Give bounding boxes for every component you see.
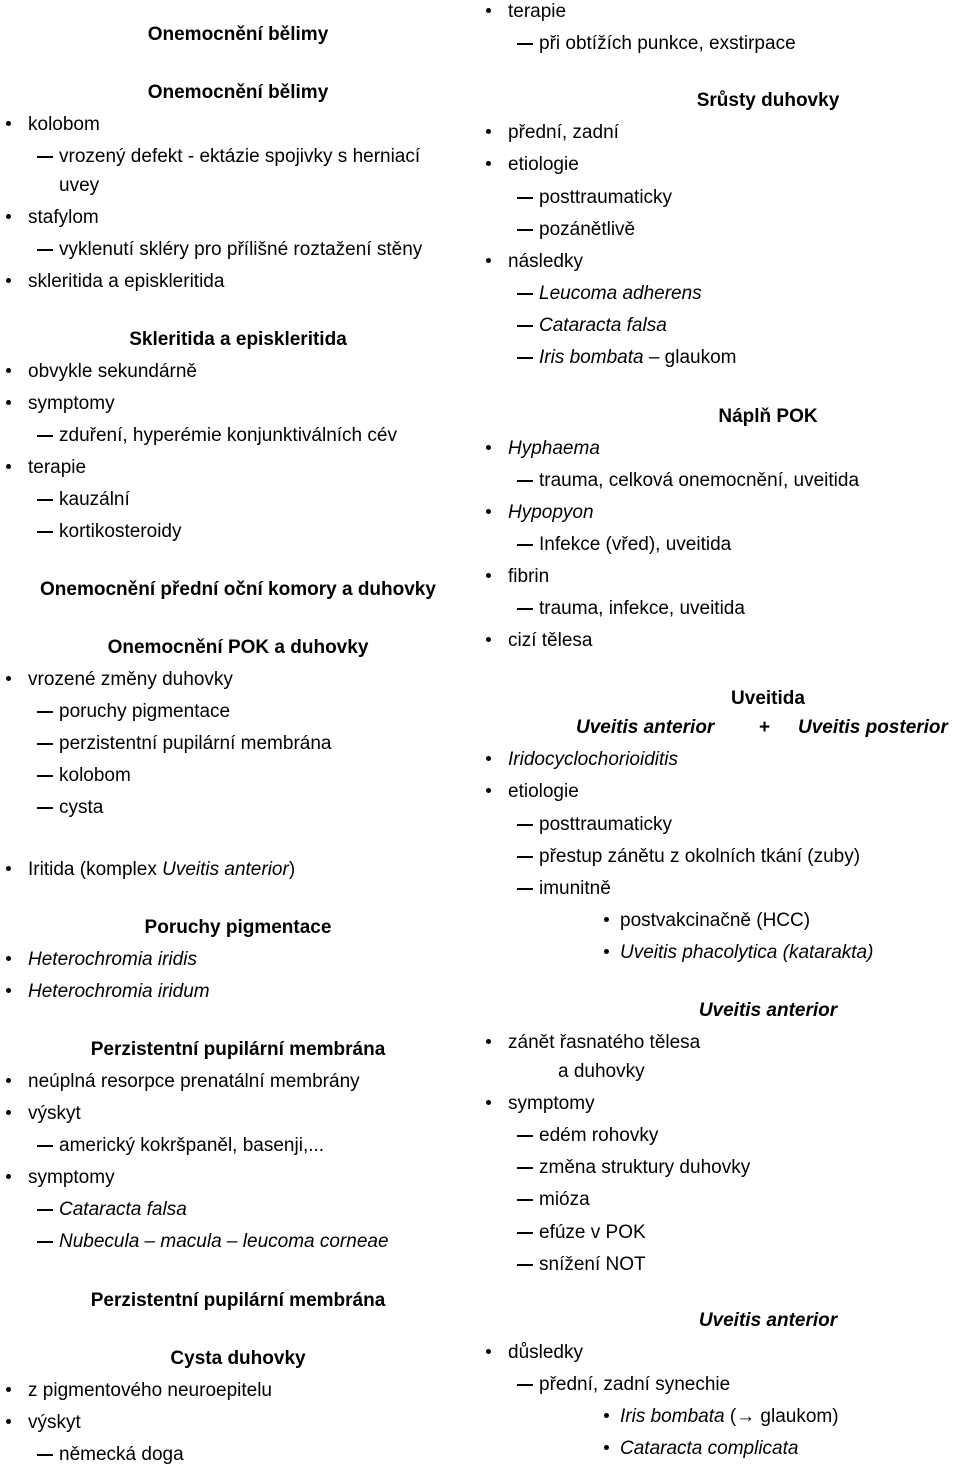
list-item: z pigmentového neuroepitelu [28, 1380, 273, 1401]
list-subitem [539, 282, 702, 306]
italic-term: Uveitis posterior [798, 717, 948, 738]
text: – glaukom [643, 347, 737, 368]
italic-term: Uveitis phacolytica (katarakta) [620, 942, 874, 963]
list-item: terapie [508, 1, 567, 22]
list-item [28, 948, 197, 972]
heading-perzistentni-membrana: Perzistentní pupilární membrána [90, 1039, 386, 1060]
italic-heading: Uveitis anterior [698, 1310, 838, 1331]
list-subsubitem [620, 1405, 839, 1429]
list-item: důsledky [508, 1342, 583, 1363]
italic-term: Iris bombata [620, 1406, 725, 1427]
list-subitem [539, 314, 667, 338]
heading-uveitis-anterior-2 [480, 1309, 960, 1333]
list-subitem: cysta [59, 797, 104, 818]
heading-onemocneni-belimy: Onemocnění bělimy [147, 24, 329, 45]
text: Iritida (komplex [28, 859, 163, 880]
list-item: symptomy [28, 393, 115, 414]
list-subitem: vyklenutí skléry pro přílišné roztažení stěny [59, 239, 423, 260]
list-subitem: německá doga [59, 1444, 184, 1465]
list-subitem: posttraumaticky [539, 187, 673, 208]
italic-term: Cataracta falsa [59, 1199, 187, 1220]
list-subitem [59, 1230, 389, 1254]
list-subitem: přední, zadní synechie [539, 1374, 731, 1395]
italic-term: Uveitis anterior [162, 859, 289, 880]
list-subsubitem: postvakcinačně (HCC) [620, 910, 811, 931]
text: ) [288, 859, 296, 880]
list-item [28, 980, 210, 1004]
list-item: symptomy [508, 1093, 595, 1114]
italic-term: Hypopyon [508, 502, 594, 523]
list-subitem: perzistentní pupilární membrána [59, 733, 332, 754]
italic-term: Hyphaema [508, 438, 600, 459]
list-item [508, 437, 600, 461]
list-item [508, 748, 678, 772]
list-subitem: zduření, hyperémie konjunktiválních cév [59, 425, 397, 446]
heading-pok-duhovky: Onemocnění přední oční komory a duhovky [40, 579, 436, 600]
heading-poruchy-pigmentace: Poruchy pigmentace [144, 917, 332, 938]
italic-term: Cataracta complicata [620, 1438, 799, 1459]
list-item: přední, zadní [508, 122, 619, 143]
list-item: kolobom [28, 114, 100, 135]
heading-uveitis-anterior [480, 999, 960, 1023]
list-subitem: při obtížích punkce, exstirpace [539, 33, 796, 54]
italic-term: Heterochromia iridum [28, 981, 210, 1002]
list-subitem: kolobom [59, 765, 131, 786]
list-item: fibrin [508, 566, 550, 587]
list-subitem: efúze v POK [539, 1222, 646, 1243]
list-item: etiologie [508, 154, 579, 175]
heading-uveitida: Uveitida [731, 688, 805, 709]
list-item: stafylom [28, 207, 99, 228]
list-subitem: Infekce (vřed), uveitida [539, 534, 732, 555]
list-item: cizí tělesa [508, 630, 593, 651]
italic-term: Nubecula – macula – leucoma corneae [59, 1231, 389, 1252]
italic-term: Cataracta falsa [539, 315, 667, 336]
list-subitem [59, 1198, 187, 1222]
heading-skleritida: Skleritida a episkleritida [129, 329, 347, 350]
italic-term: Uveitis anterior [576, 717, 715, 738]
list-item: zánět řasnatého tělesa [508, 1032, 701, 1053]
italic-term: Iridocyclochorioiditis [508, 749, 679, 770]
list-item [508, 501, 594, 525]
italic-term: Iris bombata [539, 347, 644, 368]
uveitis-posterior-label [798, 716, 948, 740]
list-subitem: snížení NOT [539, 1254, 646, 1275]
list-subitem: americký kokršpaněl, basenji,... [59, 1135, 325, 1156]
list-subitem: kauzální [59, 489, 130, 510]
list-item: vrozené změny duhovky [28, 669, 233, 690]
list-item: etiologie [508, 781, 579, 802]
list-subitem: mióza [539, 1189, 590, 1210]
list-subitem: kortikosteroidy [59, 521, 182, 542]
heading-srusty-duhovky: Srůsty duhovky [696, 90, 840, 111]
list-subitem: vrozený defekt - ektázie spojivky s herniací [59, 146, 421, 167]
list-subitem: trauma, infekce, uveitida [539, 598, 745, 619]
list-item: neúplná resorpce prenatální membrány [28, 1071, 360, 1092]
list-item: výskyt [28, 1412, 81, 1433]
list-subitem: změna struktury duhovky [539, 1157, 751, 1178]
list-subitem: trauma, celková onemocnění, uveitida [539, 470, 860, 491]
list-item: terapie [28, 457, 87, 478]
list-item: symptomy [28, 1167, 115, 1188]
list-subitem: poruchy pigmentace [59, 701, 231, 722]
list-subitem: posttraumaticky [539, 814, 673, 835]
list-subitem: edém rohovky [539, 1125, 659, 1146]
text: ( [724, 1406, 737, 1427]
plus-sign: + [759, 717, 771, 738]
heading-perzistentni-membrana-2: Perzistentní pupilární membrána [90, 1290, 386, 1311]
list-subitem: pozánětlivě [539, 219, 636, 240]
list-subitem: přestup zánětu z okolních tkání (zuby) [539, 846, 861, 867]
italic-term: Leucoma adherens [539, 283, 702, 304]
list-subsubitem [620, 941, 873, 965]
list-subitem-continuation: uvey [59, 175, 100, 196]
list-item: obvykle sekundárně [28, 361, 197, 382]
heading-onemocneni-belimy-2: Onemocnění bělimy [147, 82, 329, 103]
heading-cysta-duhovky: Cysta duhovky [170, 1348, 306, 1369]
list-item-iritida [28, 858, 295, 882]
list-item: následky [508, 251, 583, 272]
italic-term: Heterochromia iridis [28, 949, 197, 970]
arrow-icon: → [736, 1406, 756, 1427]
uveitis-anterior-label [576, 716, 714, 740]
italic-heading: Uveitis anterior [698, 1000, 838, 1021]
list-item: skleritida a episkleritida [28, 271, 225, 292]
list-subitem [539, 346, 737, 370]
list-subsubitem [620, 1437, 798, 1461]
list-item-continuation: a duhovky [558, 1061, 645, 1082]
list-item: výskyt [28, 1103, 81, 1124]
heading-pok-duhovky-2: Onemocnění POK a duhovky [107, 637, 369, 658]
text: glaukom) [755, 1406, 839, 1427]
heading-napln-pok: Náplň POK [718, 406, 818, 427]
list-subitem: imunitně [539, 878, 611, 899]
